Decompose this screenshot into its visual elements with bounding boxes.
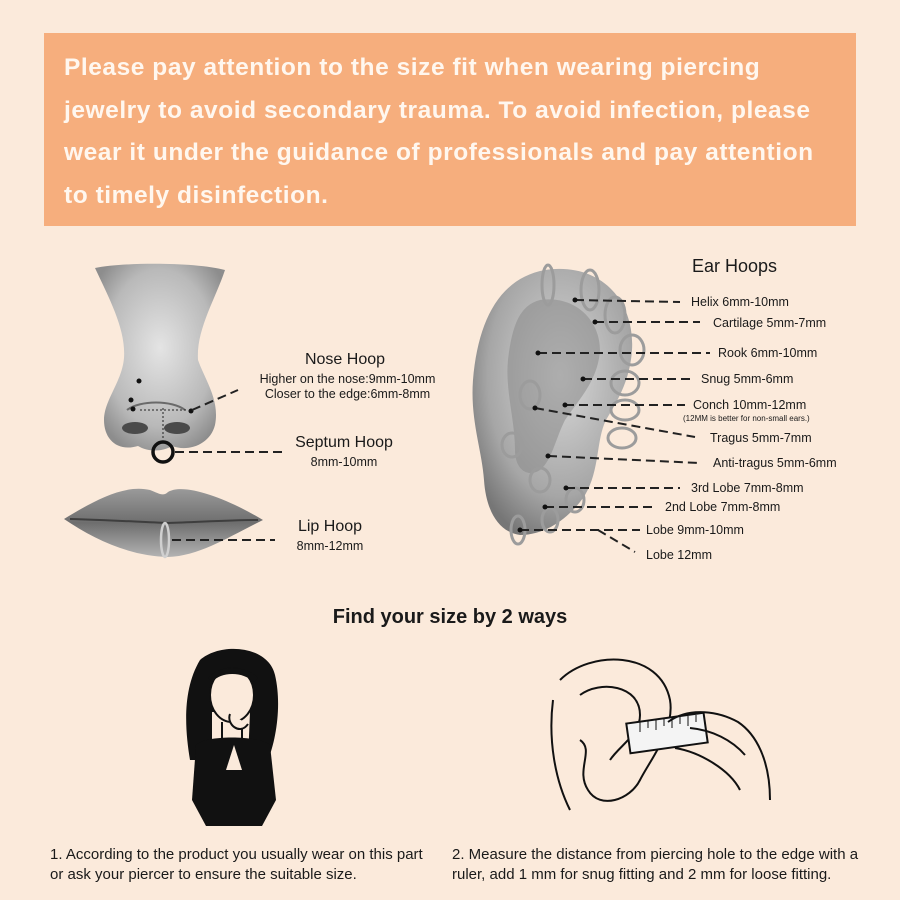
septum-hoop-title: Septum Hoop xyxy=(295,434,393,451)
lip-hoop-title: Lip Hoop xyxy=(297,518,363,535)
ear-hoops-title: Ear Hoops xyxy=(692,256,778,276)
lobe-12-label: Lobe 12mm xyxy=(646,548,713,562)
conch-label: Conch 10mm-12mm xyxy=(693,398,807,412)
second-lobe-label: 2nd Lobe 7mm-8mm xyxy=(665,500,781,514)
snug-label: Snug 5mm-6mm xyxy=(701,372,794,386)
warning-text: Please pay attention to the size fit when wearing piercing jewelry to avoid secondary trauma. To avoid infection, please wear it under the guidance of professionals and pay attention to timely disinfection. xyxy=(64,54,814,209)
third-lobe-label: 3rd Lobe 7mm-8mm xyxy=(691,481,804,495)
nose-hoop-title: Nose Hoop xyxy=(304,351,386,368)
lips-illustration xyxy=(64,489,263,557)
nose-hoop-high-size: Higher on the nose:9mm-10mm xyxy=(259,372,436,386)
measuring-illustration xyxy=(551,660,770,810)
lip-hoop-size: 8mm-12mm xyxy=(296,539,364,553)
tragus-label: Tragus 5mm-7mm xyxy=(710,431,812,445)
septum-hoop-size: 8mm-10mm xyxy=(310,455,378,469)
sizing-step-1: 1. According to the product you usually wear on this part or ask your piercer to ensure the suitable size. xyxy=(50,846,423,883)
cartilage-label: Cartilage 5mm-7mm xyxy=(713,316,827,330)
nose-illustration xyxy=(95,264,225,462)
helix-label: Helix 6mm-10mm xyxy=(691,295,789,309)
nose-hoop-edge-size: Closer to the edge:6mm-8mm xyxy=(264,387,431,401)
conch-note: (12MM is better for non-small ears.) xyxy=(683,414,810,423)
sizing-heading: Find your size by 2 ways xyxy=(332,606,568,628)
lobe-label: Lobe 9mm-10mm xyxy=(646,523,744,537)
woman-illustration xyxy=(186,649,278,826)
sizing-step-2: 2. Measure the distance from piercing hole to the edge with a ruler, add 1 mm for snug fitting and 2 mm for loose fitting. xyxy=(452,846,859,883)
ear-illustration xyxy=(473,265,644,544)
anti-tragus-label: Anti-tragus 5mm-6mm xyxy=(713,456,837,470)
rook-label: Rook 6mm-10mm xyxy=(718,346,818,360)
